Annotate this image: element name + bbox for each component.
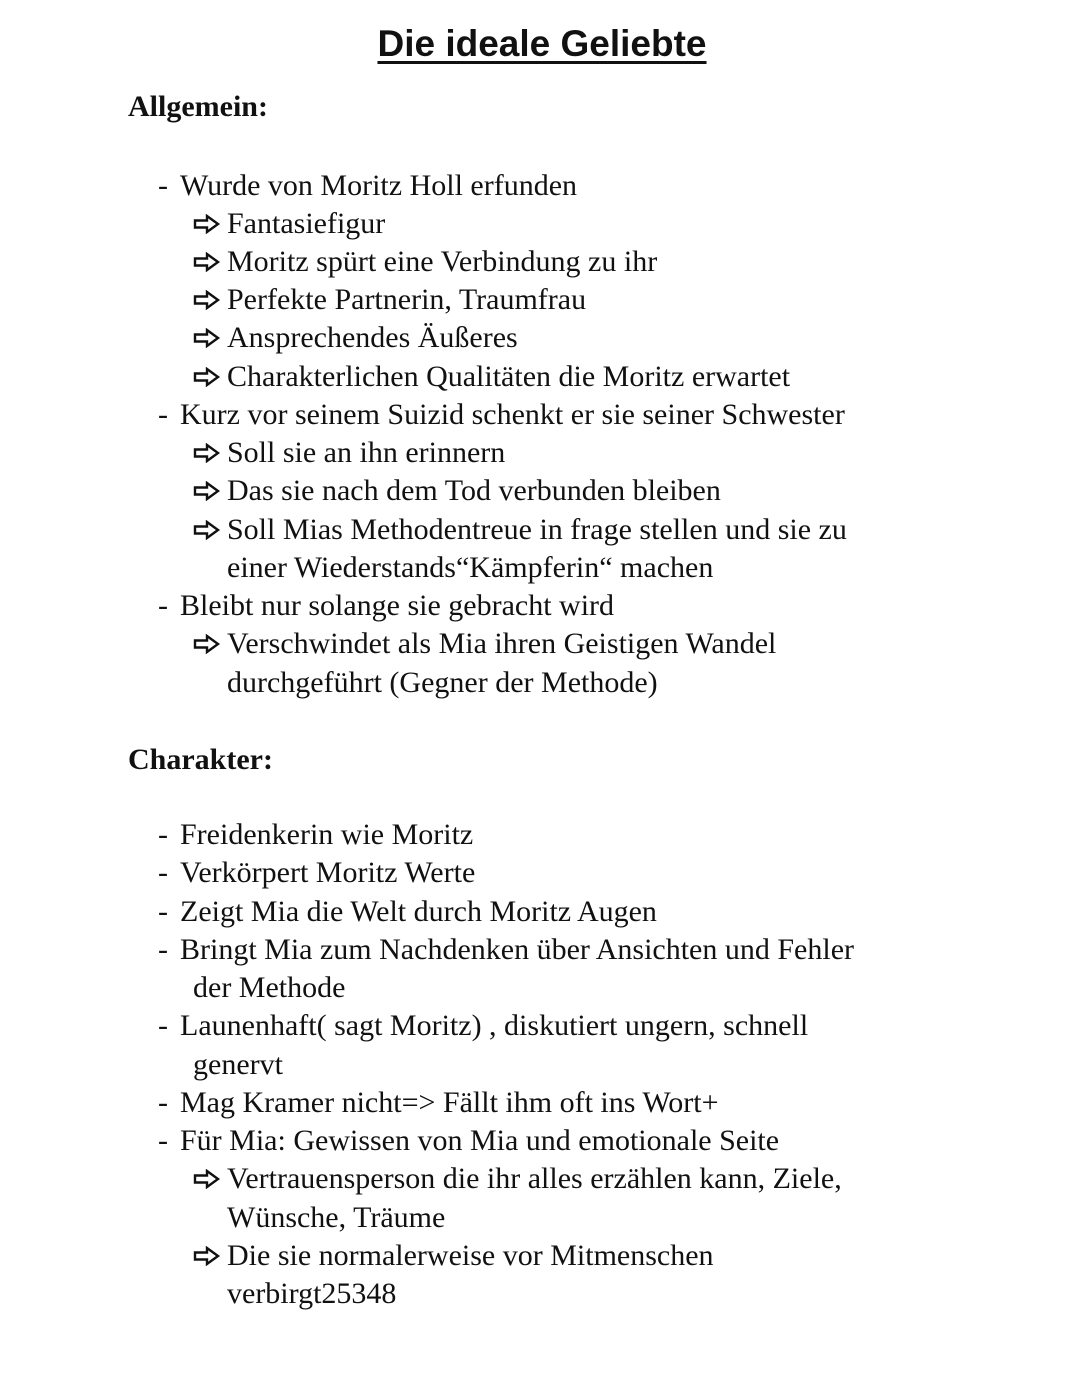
arrow-right-outline-icon: [193, 1160, 227, 1198]
list-item: - Kurz vor seinem Suizid schenkt er sie seiner Schwester: [158, 396, 845, 434]
sub-list-item: Moritz spürt eine Verbindung zu ihr: [193, 243, 657, 281]
list-item: - Für Mia: Gewissen von Mia und emotionale Seite: [158, 1122, 779, 1160]
sub-list-item: Charakterlichen Qualitäten die Moritz erwartet: [193, 358, 790, 396]
section-heading-allgemein: Allgemein:: [128, 90, 268, 123]
list-item-continuation: genervt: [193, 1048, 283, 1081]
arrow-right-outline-icon: [193, 625, 227, 663]
bullet-dash: -: [158, 856, 168, 889]
list-item-continuation: der Methode: [193, 971, 346, 1004]
list-item: - Bringt Mia zum Nachdenken über Ansichten und Fehler: [158, 931, 854, 969]
arrow-right-outline-icon: [193, 511, 227, 549]
bullet-dash: -: [158, 1086, 168, 1119]
sub-list-item-continuation: verbirgt25348: [227, 1277, 397, 1310]
arrow-right-outline-icon: [193, 434, 227, 472]
sub-list-item: Ansprechendes Äußeres: [193, 319, 518, 357]
bullet-dash: -: [158, 895, 168, 928]
sub-list-item: Soll sie an ihn erinnern: [193, 434, 505, 472]
sub-list-item: Soll Mias Methodentreue in frage stellen und sie zu: [193, 511, 847, 549]
sub-list-item: Perfekte Partnerin, Traumfrau: [193, 281, 586, 319]
sub-list-item-continuation: einer Wiederstands“Kämpferin“ machen: [227, 551, 714, 584]
document-title: Die ideale Geliebte: [377, 23, 707, 64]
section-heading-charakter: Charakter:: [128, 743, 273, 776]
bullet-dash: -: [158, 1124, 168, 1157]
list-item: - Verkörpert Moritz Werte: [158, 854, 475, 892]
bullet-dash: -: [158, 169, 168, 202]
bullet-dash: -: [158, 933, 168, 966]
arrow-right-outline-icon: [193, 319, 227, 357]
sub-list-item-continuation: durchgeführt (Gegner der Methode): [227, 666, 658, 699]
arrow-right-outline-icon: [193, 205, 227, 243]
bullet-dash: -: [158, 398, 168, 431]
sub-list-item: Das sie nach dem Tod verbunden bleiben: [193, 472, 721, 510]
arrow-right-outline-icon: [193, 358, 227, 396]
list-item: - Launenhaft( sagt Moritz) , diskutiert ungern, schnell: [158, 1007, 808, 1045]
sub-list-item: Vertrauensperson die ihr alles erzählen kann, Ziele,: [193, 1160, 842, 1198]
list-item: - Freidenkerin wie Moritz: [158, 816, 473, 854]
arrow-right-outline-icon: [193, 281, 227, 319]
arrow-right-outline-icon: [193, 243, 227, 281]
bullet-dash: -: [158, 1009, 168, 1042]
arrow-right-outline-icon: [193, 472, 227, 510]
list-item: - Mag Kramer nicht=> Fällt ihm oft ins Wort+: [158, 1084, 719, 1122]
arrow-right-outline-icon: [193, 1237, 227, 1275]
sub-list-item: Die sie normalerweise vor Mitmenschen: [193, 1237, 714, 1275]
list-item: - Bleibt nur solange sie gebracht wird: [158, 587, 614, 625]
sub-list-item-continuation: Wünsche, Träume: [227, 1201, 446, 1234]
sub-list-item: Verschwindet als Mia ihren Geistigen Wandel: [193, 625, 776, 663]
list-item: - Zeigt Mia die Welt durch Moritz Augen: [158, 893, 657, 931]
bullet-dash: -: [158, 589, 168, 622]
bullet-dash: -: [158, 818, 168, 851]
list-item: - Wurde von Moritz Holl erfunden: [158, 167, 577, 205]
sub-list-item: Fantasiefigur: [193, 205, 385, 243]
